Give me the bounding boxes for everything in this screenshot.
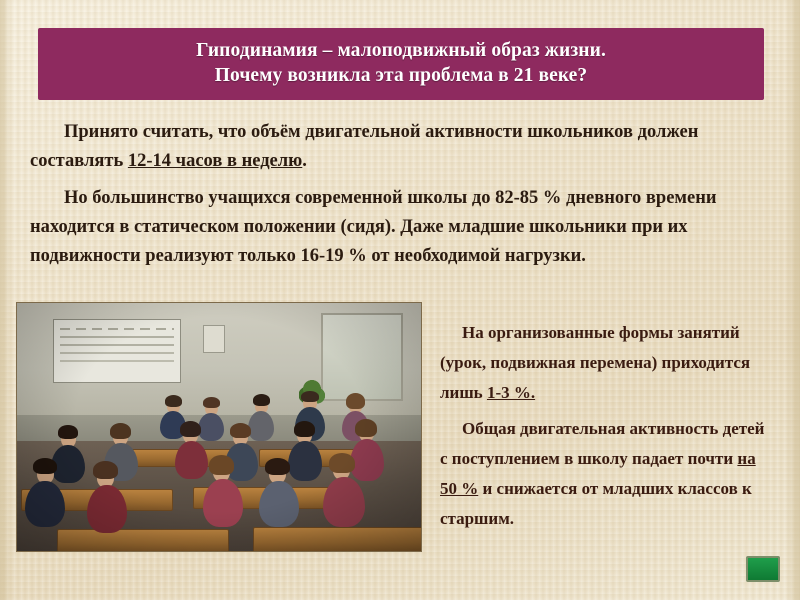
slide-right-edge-shading — [786, 0, 800, 600]
body-paragraph-1-text-a: Принято считать, что объём двигательной активности школьников должен составлять — [30, 122, 699, 171]
slide-title-banner — [38, 28, 764, 100]
body-paragraph-1 — [30, 118, 772, 176]
side-paragraph-1-highlight: 1-3 %. — [486, 383, 536, 402]
classroom-photo — [16, 302, 422, 552]
side-body-text — [440, 318, 770, 540]
body-paragraph-2: Но большинство учащихся современной школы до 82-85 % дневного времени находится в статическом положении (сидя). Даже младшие школьники при их подвижности реализуют только 16-19 % от необходимой нагрузки. — [30, 188, 717, 266]
slide-title-line-2: Почему возникла эта проблема в 21 веке? — [214, 65, 588, 86]
body-paragraph-1-highlight: 12-14 часов в неделю — [127, 151, 303, 171]
side-paragraph-2-text-b: и снижается от младших классов к старшим. — [440, 479, 752, 528]
next-slide-button[interactable] — [746, 556, 780, 582]
side-paragraph-2-highlight: на 50 % — [440, 449, 756, 498]
side-paragraph-2 — [440, 414, 770, 534]
photo-vignette — [17, 303, 421, 551]
side-paragraph-1-text-a: На организованные формы занятий (урок, подвижная перемена) приходится лишь — [440, 323, 751, 402]
slide-title-line-1: Гиподинамия – малоподвижный образ жизни. — [196, 40, 606, 61]
body-paragraph-1-text-b: . — [302, 151, 307, 171]
side-paragraph-1 — [440, 318, 770, 408]
slide-left-edge-shading — [0, 0, 12, 600]
side-paragraph-2-text-a: Общая двигательная активность детей с поступлением в школу падает почти — [440, 419, 765, 468]
main-body-text — [30, 118, 772, 279]
